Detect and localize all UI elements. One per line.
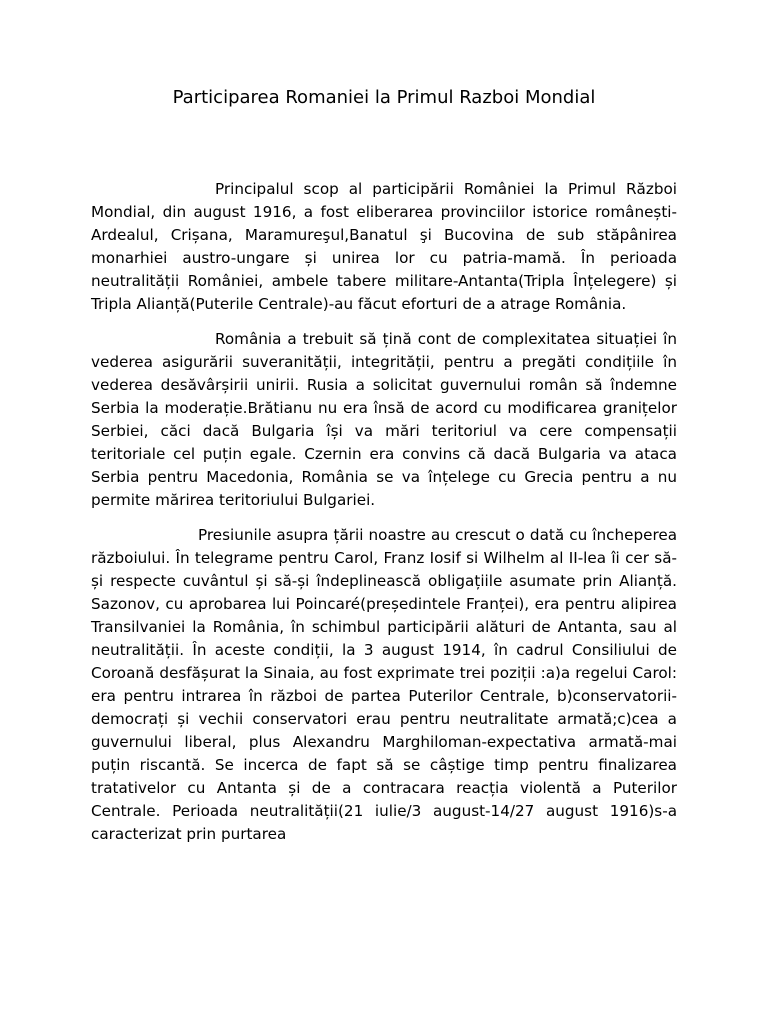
- page-title: Participarea Romaniei la Primul Razboi Mondial: [172, 87, 596, 108]
- paragraph-2: România a trebuit să țină cont de complexitatea situației în vederea asigurării suveranității, integrității, pentru a pregăti condițiile în vederea desăvârșirii unirii. Rusia a solicitat guvernului român să îndemne Serbia la moderație.Brătianu nu era însă de acord cu modificarea granițelor Serbiei, căci dacă Bulgaria își va mări teritoriul va cere compensații teritoriale cel puțin egale. Czernin era convins că dacă Bulgaria va ataca Serbia pentru Macedonia, România se va înțelege cu Grecia pentru a nu permite mărirea teritoriului Bulgariei.: [91, 330, 677, 509]
- paragraph-1: Principalul scop al participării României la Primul Război Mondial, din august 1916, a fost eliberarea provinciilor istorice românești-Ardealul, Crișana, Maramureşul,Banatul şi Bucovina de sub stăpânirea monarhiei austro-ungare și unirea lor cu patria-mamă. În perioada neutralității României, ambele tabere militare-Antanta(Tripla Înțelegere) și Tripla Alianță(Puterile Centrale)-au făcut eforturi de a atrage România.: [91, 180, 677, 313]
- paragraph-3: Presiunile asupra țării noastre au crescut o dată cu încheperea războiului. În telegrame pentru Carol, Franz Iosif si Wilhelm al II-lea îi cer să-și respecte cuvântul și să-și îndeplinească obligațiile asumate prin Alianță. Sazonov, cu aprobarea lui Poincaré(președintele Franței), era pentru alipirea Transilvaniei la România, în schimbul participării alături de Antanta, sau al neutralității. În aceste condiții, la 3 august 1914, în cadrul Consiliului de Coroană desfășurat la Sinaia, au fost exprimate trei poziții :a)a regelui Carol: era pentru intrarea în război de partea Puterilor Centrale, b)conservatorii-democrați și vechii conservatori erau pentru neutralitate armată;c)cea a guvernului liberal, plus Alexandru Marghiloman-expectativa armată-mai puțin riscantă. Se incerca de fapt să se câștige timp pentru finalizarea tratativelor cu Antanta și de a contracara reacția violentă a Puterilor Centrale. Perioada neutralității(21 iulie/3 august-14/27 august 1916)s-a caracterizat prin purtarea: [91, 526, 677, 843]
- document-body: [91, 178, 677, 846]
